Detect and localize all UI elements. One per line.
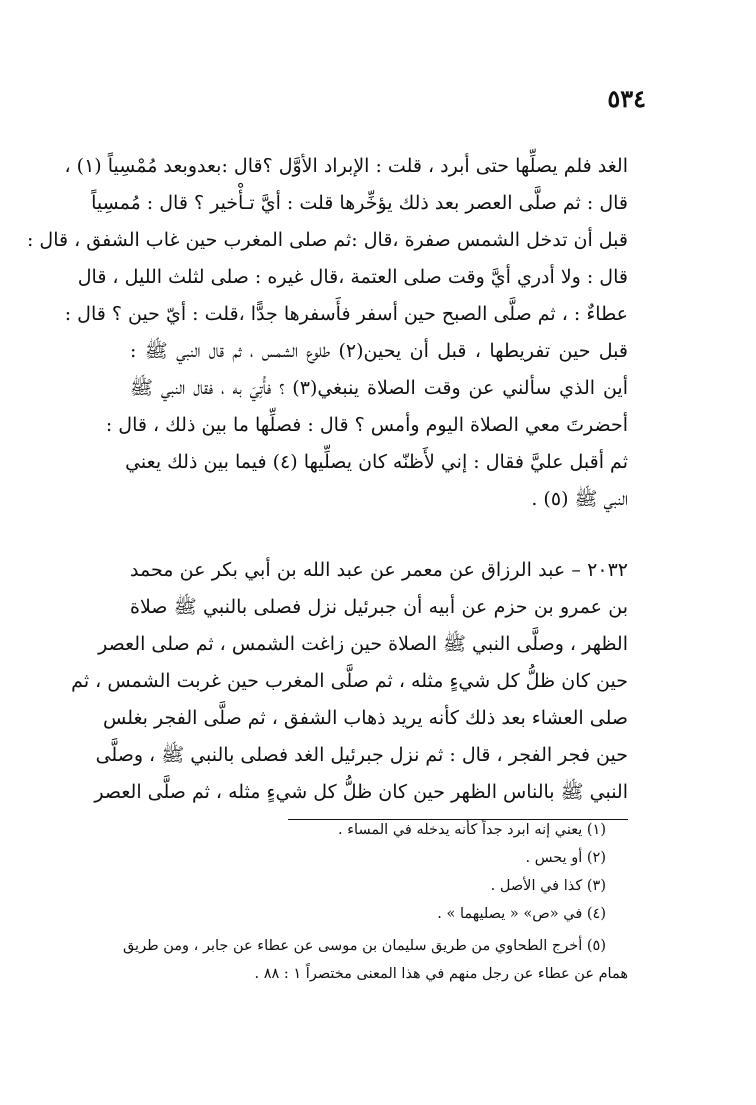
footnote-4: (٤) في «ص» « يصليهما » . [437, 906, 606, 922]
text-line: قبل أن تدخل الشمس صفرة ،قال :ثم صلى المغرب حين غاب الشفق ، قال : [26, 229, 628, 251]
paragraph-1 [26, 148, 629, 518]
footnote-3: (٣) كذا في الأصل . [490, 878, 606, 894]
text-line: النبي ﷺ بالناس الظهر حين كان ظلُّ كل شيءٍ مثله ، ثم صلَّى العصر [94, 781, 628, 803]
footnote-5: (٥) أخرج الطحاوي من طريق سليمان بن موسى عن عطاء عن جابر ، ومن طريق [122, 938, 606, 954]
text-line: صلى العشاء بعد ذلك كأنه يريد ذهاب الشفق ، ثم صلَّى الفجر بغلس [102, 707, 628, 729]
text-line: ثم أقبل عليَّ فقال : إني لأَظنّه كان يصلِّيها (٤) فيما بين ذلك يعني [125, 451, 628, 473]
footnote-5-continued: همام عن عطاء عن رجل منهم في هذا المعنى مختصراً ١ : ٨٨ . [254, 966, 628, 982]
text-line: حين كان ظلُّ كل شيءٍ مثله ، ثم صلَّى المغرب حين غربت الشمس ، ثم [71, 670, 628, 692]
text-line: حين فجر الفجر ، قال : ثم نزل جبرئيل الغد فصلى بالنبي ﷺ ، وصلَّى [95, 744, 628, 766]
footnote-2: (٢) أو يحس . [525, 850, 606, 866]
text-line: قبل حين تفريطها ، قبل أن يحين(٢) طلوع الشمس ، ثم قال النبي ﷺ : [130, 340, 629, 362]
paragraph-2 [71, 552, 628, 811]
text-line: الظهر ، وصلَّى النبي ﷺ الصلاة حين زاغت الشمس ، ثم صلى العصر [98, 633, 628, 655]
footnote-divider [288, 819, 628, 820]
text-line: عطاءٌ : ، ثم صلَّى الصبح حين أسفر فأَسفرها جدًّا ،قلت : أيّ حين ؟ قال : [64, 303, 628, 325]
text-line: الغد فلم يصلِّها حتى أبرد ، قلت : الإبراد الأوَّل ؟قال :بعدوبعد مُمْسِياً (١) ، [64, 155, 628, 177]
text-line: أين الذي سألني عن وقت الصلاة ينبغي(٣) ؟ فأُتِيَ به ، فقال النبي ﷺ [130, 377, 628, 399]
text-line: أحضرتَ معي الصلاة اليوم وأمس ؟ قال : فصلِّها ما بين ذلك ، قال : [105, 414, 628, 436]
text-line: ٢٠٣٢ – عبد الرزاق عن معمر عن عبد الله بن أبي بكر عن محمد [130, 559, 628, 581]
page-number: ٥٣٤ [607, 84, 646, 113]
text-line: النبي ﷺ (٥) . [531, 488, 628, 510]
text-line: قال : ولا أدري أيَّ وقت صلى العتمة ،قال غيره : صلى لثلث الليل ، قال [77, 266, 628, 288]
footnote-1: (١) يعني إنه ابرد جداً كأنه يدخله في المساء . [337, 822, 606, 838]
text-line: قال : ثم صلَّى العصر بعد ذلك يؤخِّرها قلت : أيَّ تـأْخير ؟ قال : مُمسِياً [91, 192, 628, 214]
text-line: بن عمرو بن حزم عن أبيه أن جبرئيل نزل فصلى بالنبي ﷺ صلاة [130, 596, 628, 618]
